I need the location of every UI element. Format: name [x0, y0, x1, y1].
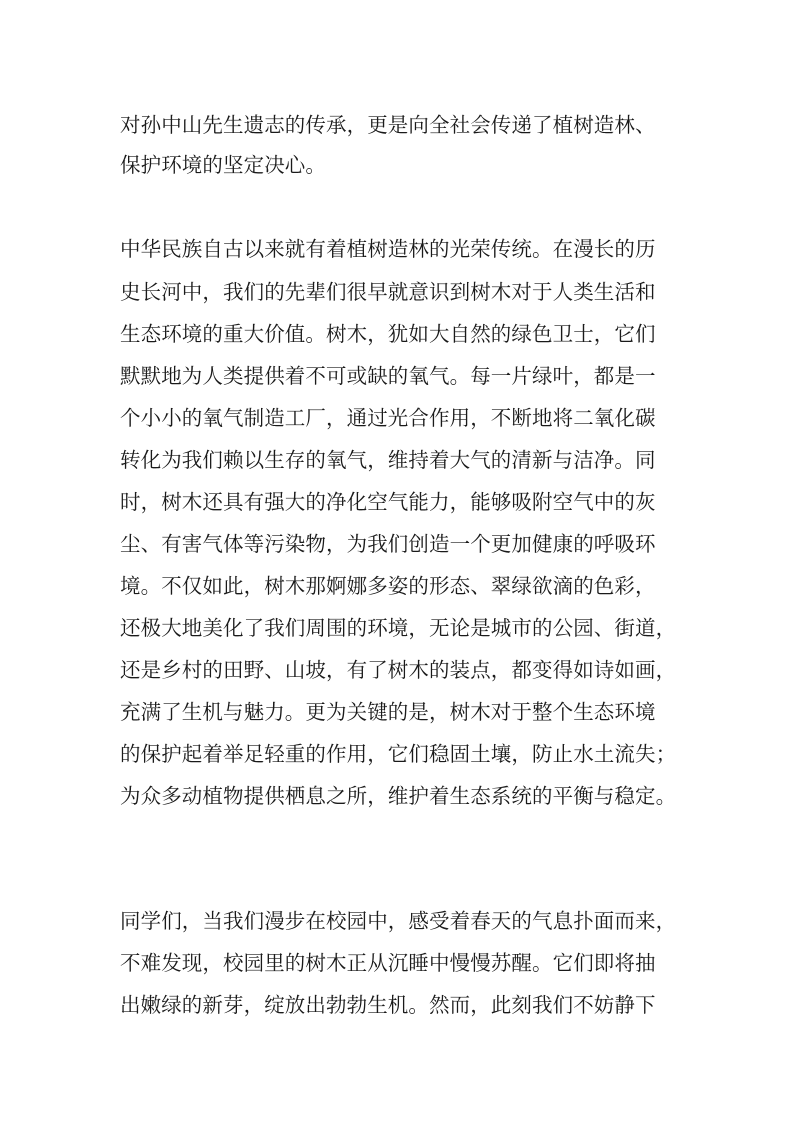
text-line: 保护环境的坚定决心。	[120, 153, 326, 177]
text-line: 对孙中山先生遗志的传承，更是向全社会传递了植树造林、	[120, 113, 656, 137]
text-line: 生态环境的重大价值。树木，犹如大自然的绿色卫士，它们	[120, 322, 656, 346]
text-line: 转化为我们赖以生存的氧气，维持着大气的清新与洁净。同	[120, 448, 656, 472]
text-line: 充满了生机与魅力。更为关键的是，树木对于整个生态环境	[120, 700, 656, 724]
text-line: 的保护起着举足轻重的作用，它们稳固土壤，防止水土流失；	[120, 742, 677, 766]
text-line: 时，树木还具有强大的净化空气能力，能够吸附空气中的灰	[120, 490, 656, 514]
text-line: 还是乡村的田野、山坡，有了树木的装点，都变得如诗如画，	[120, 658, 677, 682]
text-line: 还极大地美化了我们周围的环境，无论是城市的公园、街道，	[120, 616, 677, 640]
text-line: 尘、有害气体等污染物，为我们创造一个更加健康的呼吸环	[120, 532, 656, 556]
text-line: 不难发现，校园里的树木正从沉睡中慢慢苏醒。它们即将抽	[120, 951, 656, 975]
text-line: 境。不仅如此，树木那婀娜多姿的形态、翠绿欲滴的色彩，	[120, 574, 656, 598]
text-line: 同学们，当我们漫步在校园中，感受着春天的气息扑面而来，	[120, 909, 677, 933]
text-line: 个小小的氧气制造工厂，通过光合作用，不断地将二氧化碳	[120, 406, 656, 430]
text-line: 出嫩绿的新芽，绽放出勃勃生机。然而，此刻我们不妨静下	[120, 993, 656, 1017]
text-line: 史长河中，我们的先辈们很早就意识到树木对于人类生活和	[120, 280, 656, 304]
text-line: 为众多动植物提供栖息之所，维护着生态系统的平衡与稳定。	[120, 784, 677, 808]
text-line: 中华民族自古以来就有着植树造林的光荣传统。在漫长的历	[120, 237, 656, 261]
text-line: 默默地为人类提供着不可或缺的氧气。每一片绿叶，都是一	[120, 364, 656, 388]
